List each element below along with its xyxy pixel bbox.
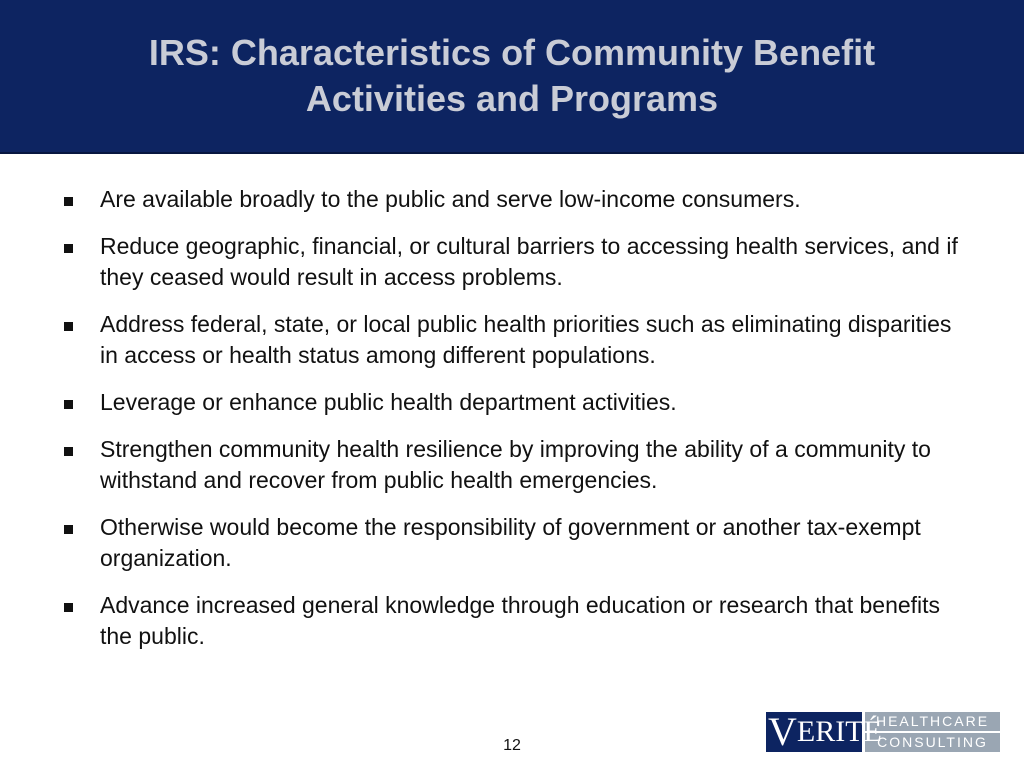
bullet-item bbox=[58, 309, 958, 371]
slide-title: IRS: Characteristics of Community Benefit Activities and Programs bbox=[148, 32, 876, 119]
bullet-text: Strengthen community health resilience by improving the ability of a community to withstand and recover from public health emergencies. bbox=[100, 436, 931, 493]
verite-logo bbox=[766, 709, 1000, 754]
bullet-item bbox=[58, 184, 958, 215]
bullet-item bbox=[58, 434, 958, 496]
logo-mark bbox=[766, 709, 882, 754]
bullet-text: Leverage or enhance public health department activities. bbox=[100, 389, 677, 415]
square-bullet-icon bbox=[64, 400, 73, 409]
square-bullet-icon bbox=[64, 603, 73, 612]
logo-line-healthcare: HEALTHCARE bbox=[865, 712, 1000, 731]
bullet-item bbox=[58, 387, 958, 418]
bullet-text: Are available broadly to the public and serve low-income consumers. bbox=[100, 186, 801, 212]
bullet-text: Reduce geographic, financial, or cultural barriers to accessing health services, and if they ceased would result in access problems. bbox=[100, 233, 958, 290]
logo-words bbox=[865, 712, 1000, 752]
bullet-item bbox=[58, 590, 958, 652]
bullet-text: Otherwise would become the responsibility of government or another tax-exempt organization. bbox=[100, 514, 921, 571]
logo-name-rest: ERITÉ bbox=[796, 715, 882, 748]
square-bullet-icon bbox=[64, 322, 73, 331]
logo-initial: V bbox=[768, 709, 797, 754]
square-bullet-icon bbox=[64, 244, 73, 253]
square-bullet-icon bbox=[64, 525, 73, 534]
bullet-text: Advance increased general knowledge through education or research that benefits the public. bbox=[100, 592, 941, 649]
bullet-text: Address federal, state, or local public health priorities such as eliminating disparities in access or health status among different populations. bbox=[100, 311, 952, 368]
square-bullet-icon bbox=[64, 447, 73, 456]
title-band bbox=[0, 0, 1024, 154]
square-bullet-icon bbox=[64, 197, 73, 206]
page-number: 12 bbox=[503, 737, 521, 754]
bullet-item bbox=[58, 231, 958, 293]
logo-line-consulting: CONSULTING bbox=[865, 733, 1000, 752]
logo-wordmark bbox=[766, 709, 882, 754]
bullet-list bbox=[58, 184, 958, 668]
bullet-item bbox=[58, 512, 958, 574]
